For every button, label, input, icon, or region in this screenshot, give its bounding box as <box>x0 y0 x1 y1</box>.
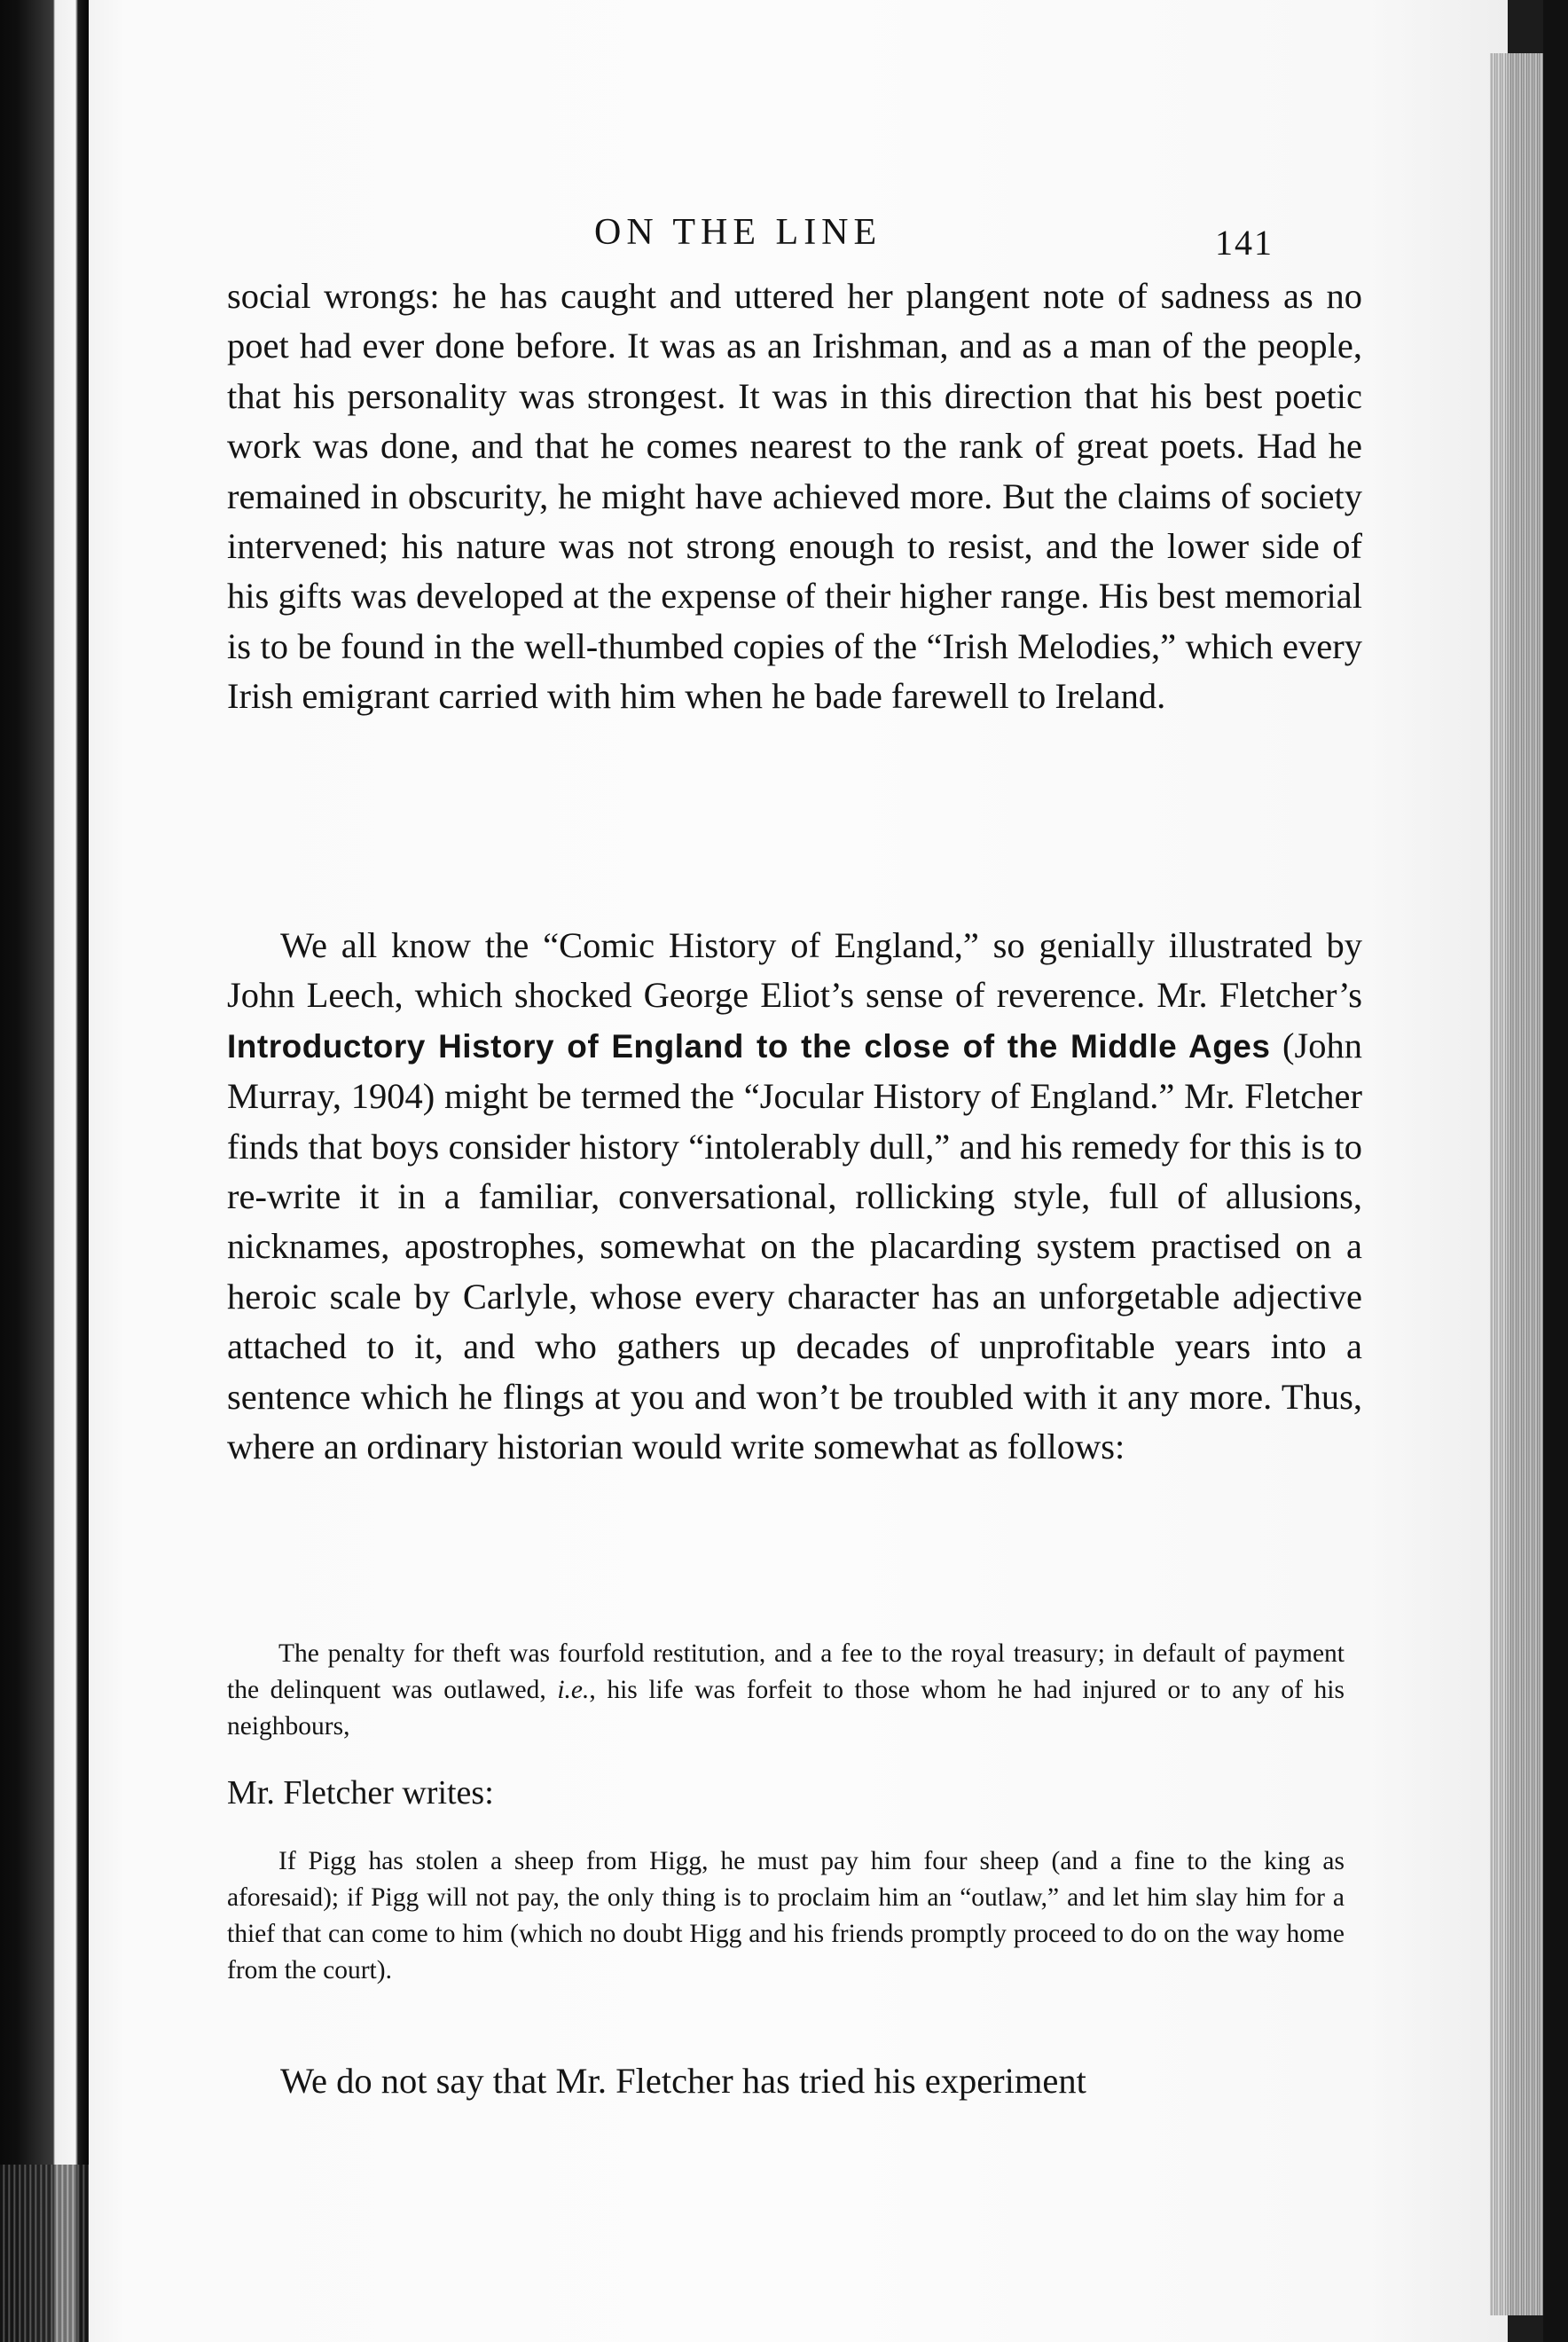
paragraph-2-text <box>227 921 1362 1472</box>
page-number: 141 <box>1215 223 1274 263</box>
paragraph-3 <box>227 2056 1362 2106</box>
quote-1-ie: i.e. <box>557 1676 590 1704</box>
paragraph-2 <box>227 921 1362 1472</box>
book-spine-left <box>0 0 89 2342</box>
paragraph-1-text: social wrongs: he has caught and uttered her plangent note of sadness as no poet had ever done before. It was as an Irishman, and as a man of the people, that his personality was strongest. It was in this direction that his best poetic work was done, and that he comes nearest to the rank of great poets. Had he remained in obscurity, he might have achieved more. But the claims of society intervened; his nature was not strong enough to resist, and the lower side of his gifts was developed at the expense of their higher range. His best memorial is to be found in the well-thumbed copies of the “Irish Melodies,” which every Irish emigrant carried with him when he bade farewell to Ireland. <box>227 276 1362 717</box>
page-edge-texture <box>0 2165 98 2342</box>
quote-1-part-b: , his life was forfeit to those whom he had injured or to any of his neighbours, <box>227 1676 1345 1741</box>
book-cover-edge-right <box>1543 0 1568 2342</box>
book-page <box>89 0 1508 2342</box>
paragraph-2-part-b: (John Murray, 1904) might be termed the “Jocular History of England.” Mr. Fletcher finds that boys consider history “intolerably dull,” and his remedy for this is to re-write it in a familiar, conversational, rollicking style, full of allusions, nicknames, apostrophes, somewhat on the placarding system practised on a heroic scale by Carlyle, whose every character has an unforgetable adjective attached to it, and who gathers up decades of unprofitable years into a sentence which he flings at you and won’t be troubled with it any more. Thus, where an ordinary historian would write somewhat as follows: <box>227 1025 1362 1467</box>
lead-in-fletcher-writes: Mr. Fletcher writes: <box>227 1774 494 1812</box>
quote-1-text <box>227 1636 1345 1745</box>
paragraph-2-part-a: We all know the “Comic History of England,” so genially illustrated by John Leech, which shocked George Eliot’s sense of reverence. Mr. Fletcher’s <box>227 925 1362 1016</box>
page-stack-edge <box>1490 53 1543 2315</box>
running-head: ON THE LINE <box>594 212 882 253</box>
quote-fletcher <box>227 1843 1345 1989</box>
paragraph-1 <box>227 271 1362 722</box>
quote-2-text: If Pigg has stolen a sheep from Higg, he must pay him four sheep (and a fine to the king as aforesaid); if Pigg will not pay, the only thing is to proclaim him an “outlaw,” and let him slay him for a thief that can come to him (which no doubt Higg and his friends promptly proceed to do on the way home from the court). <box>227 1847 1345 1984</box>
quote-ordinary-historian <box>227 1636 1345 1745</box>
quote-1-part-a: The penalty for theft was fourfold restitution, and a fee to the royal treasury; in default of payment the delinquent was outlawed, <box>227 1639 1345 1704</box>
paragraph-3-text: We do not say that Mr. Fletcher has tried his experiment <box>280 2061 1086 2101</box>
book-title: Introductory History of England to the close of the Middle Ages <box>227 1027 1271 1065</box>
